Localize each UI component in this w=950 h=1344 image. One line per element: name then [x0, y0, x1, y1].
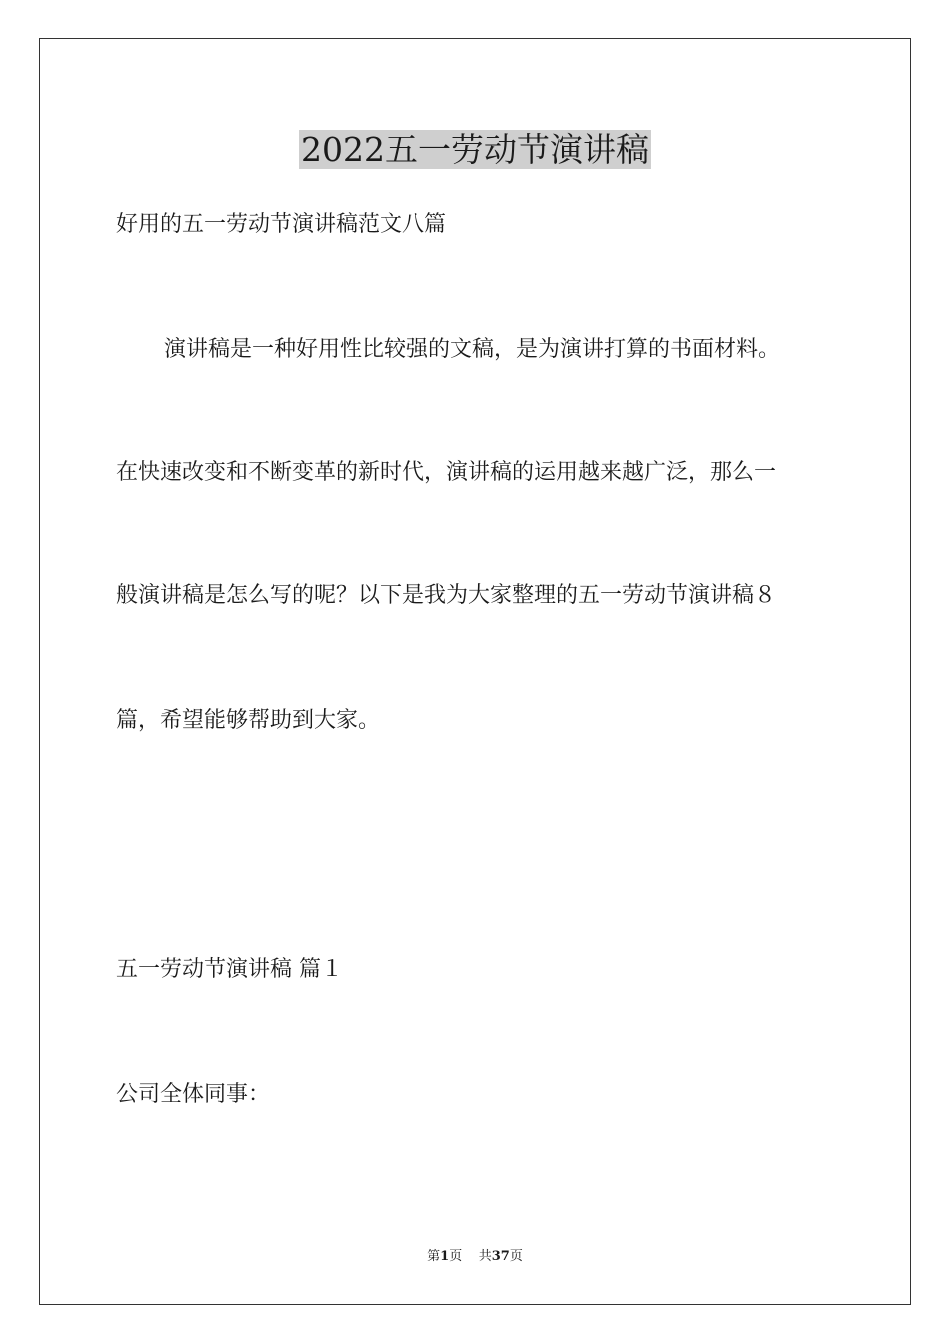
document-subtitle: 好用的五一劳动节演讲稿范文八篇: [116, 212, 447, 237]
paragraph-line-2: 在快速改变和不断变革的新时代，演讲稿的运用越来越广泛，那么一: [116, 460, 777, 485]
total-prefix: 共: [478, 1249, 492, 1264]
total-pages: 37: [491, 1249, 510, 1264]
paragraph-line-4: 篇，希望能够帮助到大家。: [116, 708, 381, 733]
paragraph-line-1: 演讲稿是一种好用性比较强的文稿，是为演讲打算的书面材料。: [164, 337, 781, 362]
salutation: 公司全体同事：: [116, 1082, 271, 1107]
page-suffix: 页: [449, 1249, 463, 1264]
total-suffix: 页: [509, 1249, 523, 1264]
page-number: 1: [440, 1249, 450, 1264]
page-footer: [0, 1248, 950, 1266]
document-title-text: 2022五一劳动节演讲稿: [301, 130, 649, 169]
page-prefix: 第: [427, 1249, 441, 1264]
document-title: [0, 128, 950, 172]
section-heading: 五一劳动节演讲稿 篇１: [116, 957, 343, 982]
paragraph-line-3: 般演讲稿是怎么写的呢？以下是我为大家整理的五一劳动节演讲稿８: [116, 583, 777, 608]
